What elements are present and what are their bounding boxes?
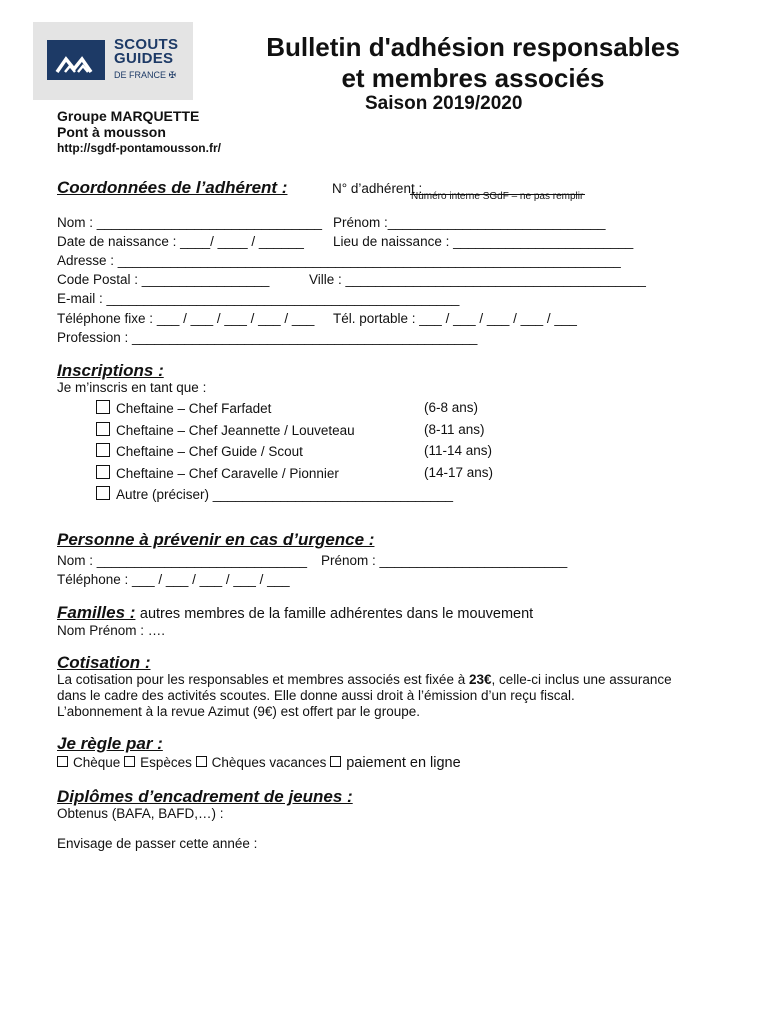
option-label: Chèque	[73, 755, 121, 770]
logo-line1: SCOUTS	[114, 36, 179, 53]
adresse-field[interactable]: Adresse : ___________________________________________________________________	[57, 253, 621, 268]
urgence-nom-field[interactable]: Nom : ____________________________	[57, 553, 307, 568]
logo-text	[114, 38, 178, 82]
section-cotisation-heading: Cotisation :	[57, 653, 151, 672]
cotisation-text: , celle-ci inclus une assurance	[491, 672, 672, 687]
profession-field[interactable]: Profession : ______________________________________________	[57, 330, 478, 345]
option-age: (6-8 ans)	[424, 400, 479, 415]
familles-description: autres membres de la famille adhérentes dans le mouvement	[139, 606, 534, 622]
option-label: Cheftaine – Chef Guide / Scout	[116, 444, 303, 459]
checkbox[interactable]	[96, 486, 110, 500]
email-field[interactable]: E-mail : _______________________________________________	[57, 291, 460, 306]
sgdf-mountain-logo-icon	[33, 22, 109, 100]
checkbox[interactable]	[96, 422, 110, 436]
option-age: (11-14 ans)	[424, 443, 493, 458]
payment-option-en-ligne[interactable]	[330, 755, 460, 771]
diplomes-envisage-field[interactable]: Envisage de passer cette année :	[57, 836, 258, 851]
inscriptions-intro: Je m’inscris en tant que :	[57, 380, 207, 395]
lieu-naissance-field[interactable]: Lieu de naissance : ________________________	[333, 234, 634, 249]
document-title-line1: Bulletin d'adhésion responsables	[266, 32, 680, 62]
diplomes-obtenus-field[interactable]: Obtenus (BAFA, BAFD,…) :	[57, 806, 224, 821]
section-reglement-heading: Je règle par :	[57, 734, 163, 753]
adherent-number-label: N° d’adhérent :	[332, 181, 423, 196]
cotisation-text: La cotisation pour les responsables et membres associés est fixée à	[57, 672, 469, 687]
option-label: Chèques vacances	[211, 755, 327, 770]
option-label: paiement en ligne	[346, 755, 461, 771]
cotisation-line2: dans le cadre des activités scoutes. Elle donne aussi droit à l’émission d’un reçu fiscal.	[57, 688, 575, 703]
option-label: Cheftaine – Chef Farfadet	[116, 401, 272, 416]
checkbox[interactable]	[124, 756, 135, 767]
checkbox[interactable]	[57, 756, 68, 767]
season: Saison 2019/2020	[365, 93, 523, 114]
inscription-option-farfadet[interactable]	[96, 400, 271, 416]
telephone-portable-field[interactable]: Tél. portable : ___ / ___ / ___ / ___ / ___	[333, 311, 577, 326]
sgdf-logo	[33, 22, 193, 100]
section-coordonnees-heading: Coordonnées de l’adhérent :	[57, 178, 288, 197]
prenom-field[interactable]: Prénom :_____________________________	[333, 215, 606, 230]
option-age: (14-17 ans)	[424, 465, 494, 480]
section-urgence-heading: Personne à prévenir en cas d’urgence :	[57, 530, 375, 549]
inscription-option-jeannette-louveteau[interactable]	[96, 422, 355, 438]
payment-options	[57, 755, 461, 771]
checkbox[interactable]	[330, 756, 341, 767]
payment-option-cheque[interactable]	[57, 755, 120, 770]
checkbox[interactable]	[196, 756, 207, 767]
checkbox[interactable]	[96, 465, 110, 479]
website-link[interactable]: http://sgdf-pontamousson.fr/	[57, 141, 221, 155]
ville-field[interactable]: Ville : ________________________________________	[309, 272, 646, 287]
date-naissance-field[interactable]: Date de naissance : ____/ ____ / ______	[57, 234, 304, 249]
cotisation-amount: 23€	[468, 672, 492, 687]
option-label: Autre (préciser) ________________________________	[116, 487, 454, 502]
nom-field[interactable]: Nom : ______________________________	[57, 215, 322, 230]
logo-line3: DE FRANCE ✠	[114, 70, 177, 80]
familles-nom-prenom[interactable]: Nom Prénom : ….	[57, 623, 166, 638]
telephone-fixe-field[interactable]: Téléphone fixe : ___ / ___ / ___ / ___ / ___	[57, 311, 315, 326]
urgence-telephone-field[interactable]: Téléphone : ___ / ___ / ___ / ___ / ___	[57, 572, 290, 587]
option-label: Espèces	[140, 755, 192, 770]
inscription-option-guide-scout[interactable]	[96, 443, 303, 459]
section-inscriptions-heading: Inscriptions :	[57, 361, 164, 380]
option-age: (8-11 ans)	[424, 422, 485, 437]
cotisation-line3: L’abonnement à la revue Azimut (9€) est offert par le groupe.	[57, 704, 420, 719]
document-title-line2: et membres associés	[341, 63, 605, 93]
section-familles-heading: Familles :	[57, 603, 136, 622]
cotisation-line1	[57, 672, 672, 687]
checkbox[interactable]	[96, 443, 110, 457]
payment-option-cheques-vacances[interactable]	[196, 755, 327, 770]
option-label: Cheftaine – Chef Jeannette / Louveteau	[116, 423, 355, 438]
familles-line	[57, 603, 533, 623]
section-diplomes-heading: Diplômes d’encadrement de jeunes :	[57, 787, 353, 806]
group-name: Groupe MARQUETTE	[57, 108, 200, 124]
urgence-prenom-field[interactable]: Prénom : _________________________	[321, 553, 568, 568]
inscription-option-caravelle-pionnier[interactable]	[96, 465, 339, 481]
code-postal-field[interactable]: Code Postal : _________________	[57, 272, 270, 287]
payment-option-especes[interactable]	[124, 755, 192, 770]
logo-line2: GUIDES	[114, 50, 174, 67]
inscription-option-autre[interactable]	[96, 486, 453, 502]
adherent-number-note: Numéro interne SGdF – ne pas remplir	[411, 191, 584, 202]
checkbox[interactable]	[96, 400, 110, 414]
option-label: Cheftaine – Chef Caravelle / Pionnier	[116, 466, 339, 481]
group-city: Pont à mousson	[57, 124, 166, 140]
